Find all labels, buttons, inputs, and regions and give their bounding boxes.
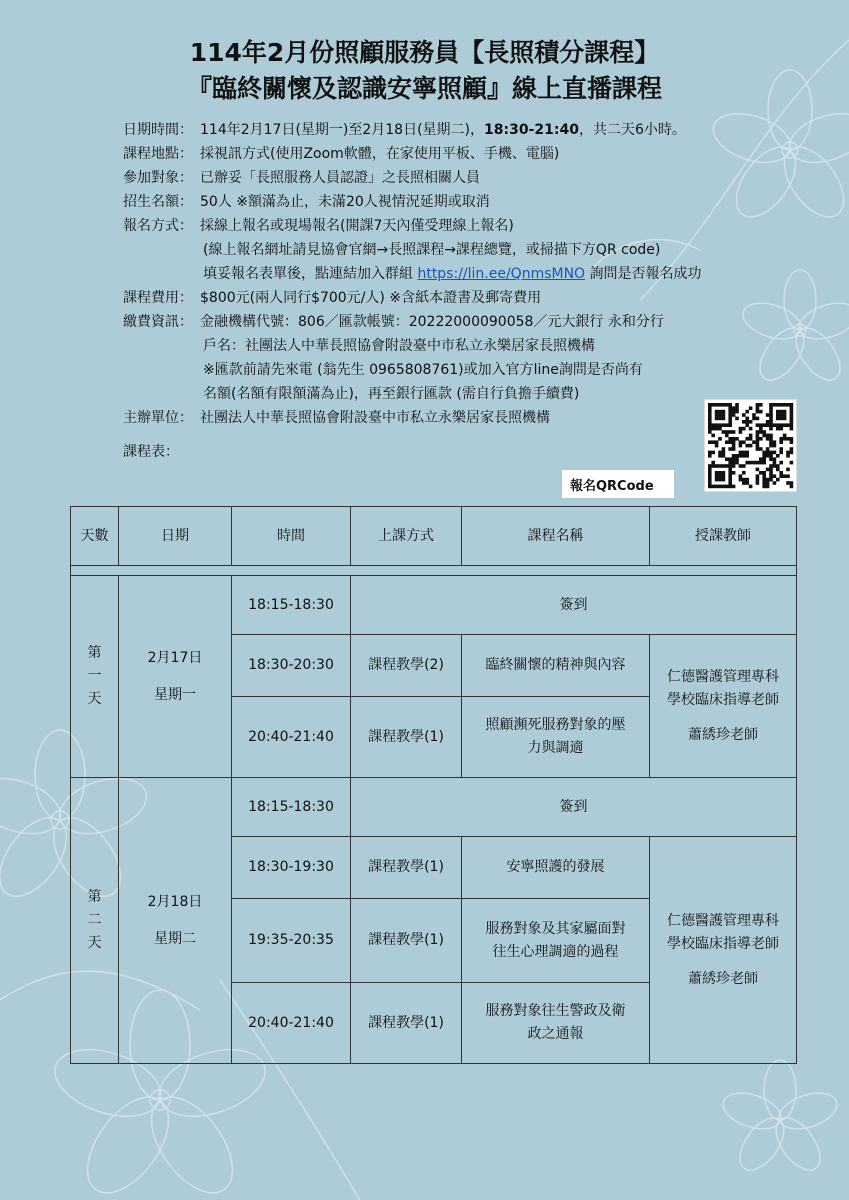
- course-name-cell: [462, 983, 650, 1064]
- course-name-line: 照顧瀕死服務對象的壓: [485, 717, 626, 733]
- info-value: 金融機構代號：806／匯款帳號：20222000090058／元大銀行 永和分行: [200, 314, 664, 330]
- info-label: 招生名額：: [123, 194, 193, 210]
- info-label: 繳費資訊：: [123, 314, 193, 330]
- info-value: 已辦妥「長照服務人員認證」之長照相關人員: [200, 170, 480, 186]
- date-cell: [119, 576, 232, 778]
- table-row: [71, 576, 797, 635]
- course-name-line: 服務對象及其家屬面對: [485, 920, 626, 937]
- info-target-row: [123, 166, 803, 190]
- day-char: 二: [87, 912, 102, 928]
- info-label: 課程地點：: [123, 146, 193, 162]
- day-char: 天: [87, 935, 102, 951]
- time-cell: 19:35-20:35: [232, 899, 351, 983]
- total-hours: ，共二天6小時。: [578, 122, 686, 138]
- teacher-title-2: 學校臨床指導老師: [667, 935, 779, 952]
- info-label: 日期時間：: [123, 122, 193, 138]
- info-value: 採線上報名或現場報名(開課7天內僅受理線上報名): [200, 218, 514, 234]
- time-cell: 18:30-19:30: [232, 837, 351, 899]
- method-cell: 課程教學(1): [351, 697, 462, 778]
- weekday-text: 星期一: [154, 686, 196, 703]
- method-cell: 課程教學(2): [351, 635, 462, 697]
- header-date: 日期: [119, 507, 232, 566]
- info-label: 參加對象：: [123, 170, 193, 186]
- day-cell: [71, 576, 119, 778]
- course-name-line: 力與調適: [527, 740, 584, 756]
- date-range: 114年2月17日(星期一)至2月18日(星期二)，: [200, 122, 485, 138]
- register-instruction: 填妥報名表單後，點連結加入群組: [203, 266, 418, 282]
- course-name-line: 政之通報: [527, 1026, 584, 1042]
- day-char: 天: [87, 691, 102, 707]
- info-register-row: [123, 214, 803, 238]
- time-cell: 18:15-18:30: [232, 778, 351, 837]
- info-value: [200, 118, 686, 142]
- register-link-line: [123, 262, 803, 286]
- qr-code-tag: [562, 470, 674, 498]
- course-name-cell: 臨終關懷的精神與內容: [462, 635, 650, 697]
- schedule-label: 課程表：: [123, 444, 179, 460]
- teacher-name: 蕭綉珍老師: [688, 970, 758, 987]
- qr-code-label: 報名QRCode: [570, 479, 654, 494]
- date-text: 2月18日: [147, 893, 203, 910]
- time-cell: 20:40-21:40: [232, 697, 351, 778]
- payment-note: ※匯款前請先來電 (翁先生 0965808761)或加入官方line詢問是否尚有: [203, 362, 643, 378]
- page-title: 114年2月份照顧服務員【長照積分課程】: [189, 38, 660, 67]
- sign-in-cell: 簽到: [351, 576, 797, 635]
- day-char: 一: [87, 668, 102, 684]
- teacher-title-2: 學校臨床指導老師: [667, 691, 779, 708]
- teacher-title: 仁德醫護管理專科: [667, 912, 779, 929]
- course-name-line: 服務對象往生警政及衛: [485, 1003, 626, 1019]
- info-label: 課程費用：: [123, 290, 193, 306]
- header-teacher: 授課教師: [650, 507, 797, 566]
- time-cell: 20:40-21:40: [232, 983, 351, 1064]
- info-location-row: [123, 142, 803, 166]
- info-date-row: [123, 118, 803, 142]
- header-day: 天數: [71, 507, 119, 566]
- table-gap-row: [71, 566, 797, 576]
- register-note: (線上報名網址請見協會官網→長照課程→課程總覽，或掃描下方QR code): [203, 242, 661, 258]
- header-time: 時間: [232, 507, 351, 566]
- sign-in-cell: 簽到: [351, 778, 797, 837]
- header-method: 上課方式: [351, 507, 462, 566]
- time-range: 18:30-21:40: [484, 122, 579, 138]
- info-quota-row: [123, 190, 803, 214]
- time-cell: 18:30-20:30: [232, 635, 351, 697]
- payment-note-2: 名額(名額有限額滿為止)，再至銀行匯款 (需自行負擔手續費): [203, 386, 580, 402]
- info-schedule-row: [123, 440, 803, 464]
- info-value: 社團法人中華長照協會附設臺中市私立永樂居家長照機構: [200, 410, 550, 426]
- course-name-cell: [462, 697, 650, 778]
- teacher-cell: [650, 837, 797, 1064]
- info-value: 採視訊方式(使用Zoom軟體，在家使用平板、手機、電腦): [200, 146, 560, 162]
- course-name-cell: 安寧照護的發展: [462, 837, 650, 899]
- table-header-row: [71, 507, 797, 566]
- payment-account-name: 戶名：社團法人中華長照協會附設臺中市私立永樂居家長照機構: [203, 338, 595, 354]
- info-label: 報名方式：: [123, 218, 193, 234]
- time-cell: 18:15-18:30: [232, 576, 351, 635]
- table-row: [71, 778, 797, 837]
- info-fee-row: [123, 286, 803, 310]
- method-cell: 課程教學(1): [351, 899, 462, 983]
- teacher-cell: [650, 635, 797, 778]
- day-cell: [71, 778, 119, 1064]
- line-group-link[interactable]: https://lin.ee/QnmsMNO: [417, 266, 586, 282]
- info-label: 主辦單位：: [123, 410, 193, 426]
- date-text: 2月17日: [147, 649, 203, 666]
- flower-bottom-right-icon: [719, 1060, 842, 1178]
- course-name-line: 往生心理調適的過程: [492, 943, 619, 960]
- info-value: 50人 ※額滿為止，未滿20人視情況延期或取消: [200, 194, 490, 210]
- info-host-row: [123, 406, 803, 430]
- date-cell: [119, 778, 232, 1064]
- info-payment-row: [123, 310, 803, 334]
- teacher-name: 蕭綉珍老師: [688, 726, 758, 743]
- registration-qr-code[interactable]: [704, 399, 797, 492]
- method-cell: 課程教學(1): [351, 837, 462, 899]
- qr-code-icon: [705, 400, 796, 491]
- weekday-text: 星期二: [154, 930, 196, 947]
- teacher-title: 仁德醫護管理專科: [667, 668, 779, 685]
- schedule-table: [70, 506, 797, 1064]
- method-cell: 課程教學(1): [351, 983, 462, 1064]
- info-value: $800元(兩人同行$700元/人) ※含紙本證書及郵寄費用: [200, 290, 542, 306]
- day-char: 第: [87, 889, 102, 905]
- page-subtitle: 『臨終關懷及認識安寧照顧』線上直播課程: [186, 74, 662, 103]
- course-info: [123, 118, 803, 464]
- course-name-cell: [462, 899, 650, 983]
- header-course-name: 課程名稱: [462, 507, 650, 566]
- register-instruction-tail: 詢問是否報名成功: [585, 266, 702, 282]
- day-char: 第: [87, 645, 102, 661]
